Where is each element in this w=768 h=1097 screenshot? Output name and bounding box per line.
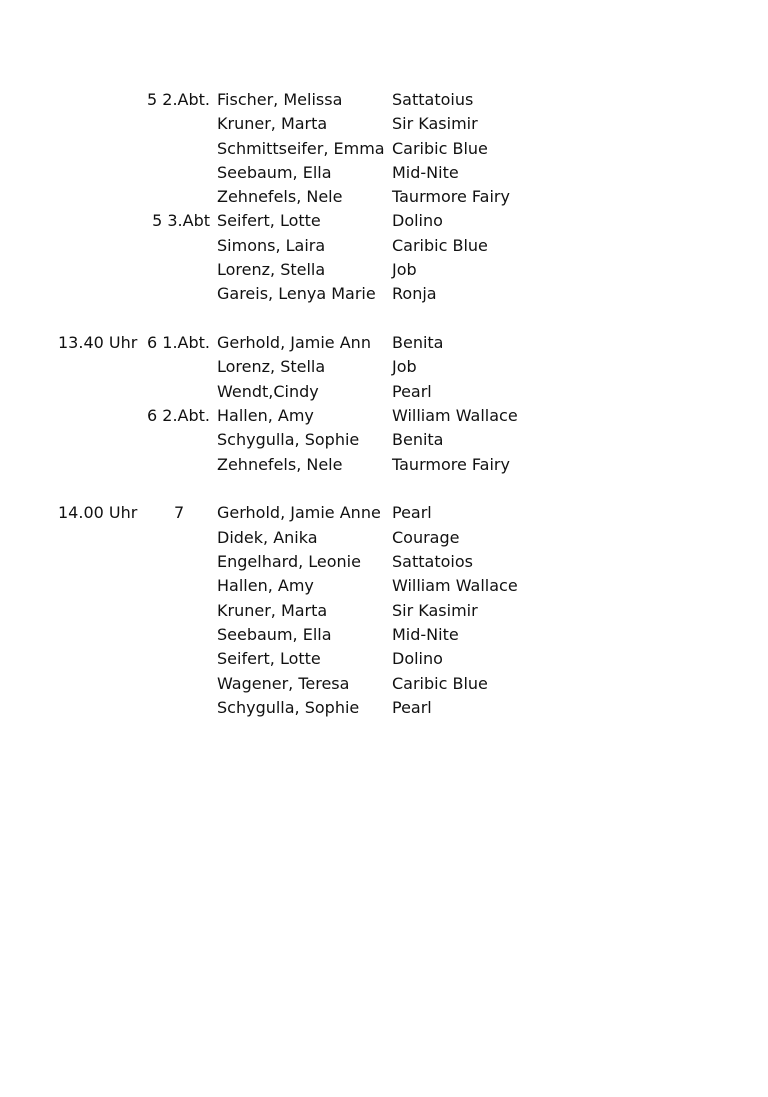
- rider-name: Didek, Anika: [217, 527, 318, 547]
- list-item: [0, 599, 768, 623]
- rider-name: Wendt,Cindy: [217, 381, 319, 401]
- horse-name: Pearl: [392, 381, 432, 401]
- horse-name: Mid-Nite: [392, 162, 459, 182]
- list-item: [0, 672, 768, 696]
- rider-name: Schygulla, Sophie: [217, 430, 360, 450]
- horse-name: Taurmore Fairy: [392, 187, 510, 207]
- list-item: [0, 647, 768, 671]
- rider-name: Gerhold, Jamie Ann: [217, 333, 371, 353]
- horse-name: Taurmore Fairy: [392, 454, 510, 474]
- horse-name: Benita: [392, 333, 444, 353]
- list-item: [0, 380, 768, 404]
- horse-name: William Wallace: [392, 576, 518, 596]
- horse-name: Sir Kasimir: [392, 600, 478, 620]
- horse-name: Dolino: [392, 649, 443, 669]
- rider-name: Wagener, Teresa: [217, 673, 350, 693]
- horse-name: Caribic Blue: [392, 138, 488, 158]
- list-item: [0, 428, 768, 452]
- list-item: [0, 161, 768, 185]
- list-item: [0, 112, 768, 136]
- rider-name: Lorenz, Stella: [217, 260, 326, 280]
- list-item: [0, 526, 768, 550]
- list-item: [0, 258, 768, 282]
- horse-name: Sir Kasimir: [392, 114, 478, 134]
- horse-name: Job: [392, 357, 417, 377]
- rider-name: Gerhold, Jamie Anne: [217, 503, 381, 523]
- list-item: [0, 137, 768, 161]
- list-item: [0, 501, 768, 525]
- list-item: [0, 209, 768, 233]
- list-item: [0, 282, 768, 306]
- list-item: [0, 574, 768, 598]
- start-list: [0, 88, 768, 720]
- list-item: [0, 355, 768, 379]
- group-label: 6 1.Abt.: [147, 333, 210, 353]
- rider-name: Seifert, Lotte: [217, 649, 321, 669]
- horse-name: Ronja: [392, 284, 437, 304]
- group-label: 6 2.Abt.: [147, 406, 210, 426]
- list-item: [0, 88, 768, 112]
- horse-name: Caribic Blue: [392, 673, 488, 693]
- horse-name: Caribic Blue: [392, 235, 488, 255]
- horse-name: Dolino: [392, 211, 443, 231]
- horse-name: Sattatoios: [392, 552, 473, 572]
- horse-name: Pearl: [392, 503, 432, 523]
- rider-name: Zehnefels, Nele: [217, 454, 343, 474]
- group-label: 5 2.Abt.: [147, 90, 210, 109]
- start-time: 14.00 Uhr: [58, 503, 138, 523]
- rider-name: Simons, Laira: [217, 235, 326, 255]
- rider-name: Kruner, Marta: [217, 600, 328, 620]
- list-item: [0, 623, 768, 647]
- rider-name: Schmittseifer, Emma: [217, 138, 385, 158]
- rider-name: Kruner, Marta: [217, 114, 328, 134]
- start-time: 13.40 Uhr: [58, 333, 138, 353]
- list-item: [0, 453, 768, 477]
- rider-name: Hallen, Amy: [217, 406, 314, 426]
- horse-name: Mid-Nite: [392, 624, 459, 644]
- horse-name: Sattatoius: [392, 90, 474, 109]
- horse-name: Courage: [392, 527, 460, 547]
- rider-name: Schygulla, Sophie: [217, 697, 360, 717]
- rider-name: Seebaum, Ella: [217, 162, 332, 182]
- horse-name: Pearl: [392, 697, 432, 717]
- horse-name: Benita: [392, 430, 444, 450]
- group-label: 5 3.Abt: [152, 211, 210, 231]
- list-item: [0, 404, 768, 428]
- list-item: [0, 234, 768, 258]
- rider-name: Lorenz, Stella: [217, 357, 326, 377]
- rider-name: Seifert, Lotte: [217, 211, 321, 231]
- horse-name: Job: [392, 260, 417, 280]
- rider-name: Gareis, Lenya Marie: [217, 284, 376, 304]
- rider-name: Fischer, Melissa: [217, 90, 343, 109]
- list-item: [0, 185, 768, 209]
- rider-name: Seebaum, Ella: [217, 624, 332, 644]
- rider-name: Hallen, Amy: [217, 576, 314, 596]
- list-item: [0, 696, 768, 720]
- list-item: [0, 331, 768, 355]
- rider-name: Engelhard, Leonie: [217, 552, 361, 572]
- horse-name: William Wallace: [392, 406, 518, 426]
- list-item: [0, 550, 768, 574]
- group-label: 7: [174, 503, 185, 523]
- rider-name: Zehnefels, Nele: [217, 187, 343, 207]
